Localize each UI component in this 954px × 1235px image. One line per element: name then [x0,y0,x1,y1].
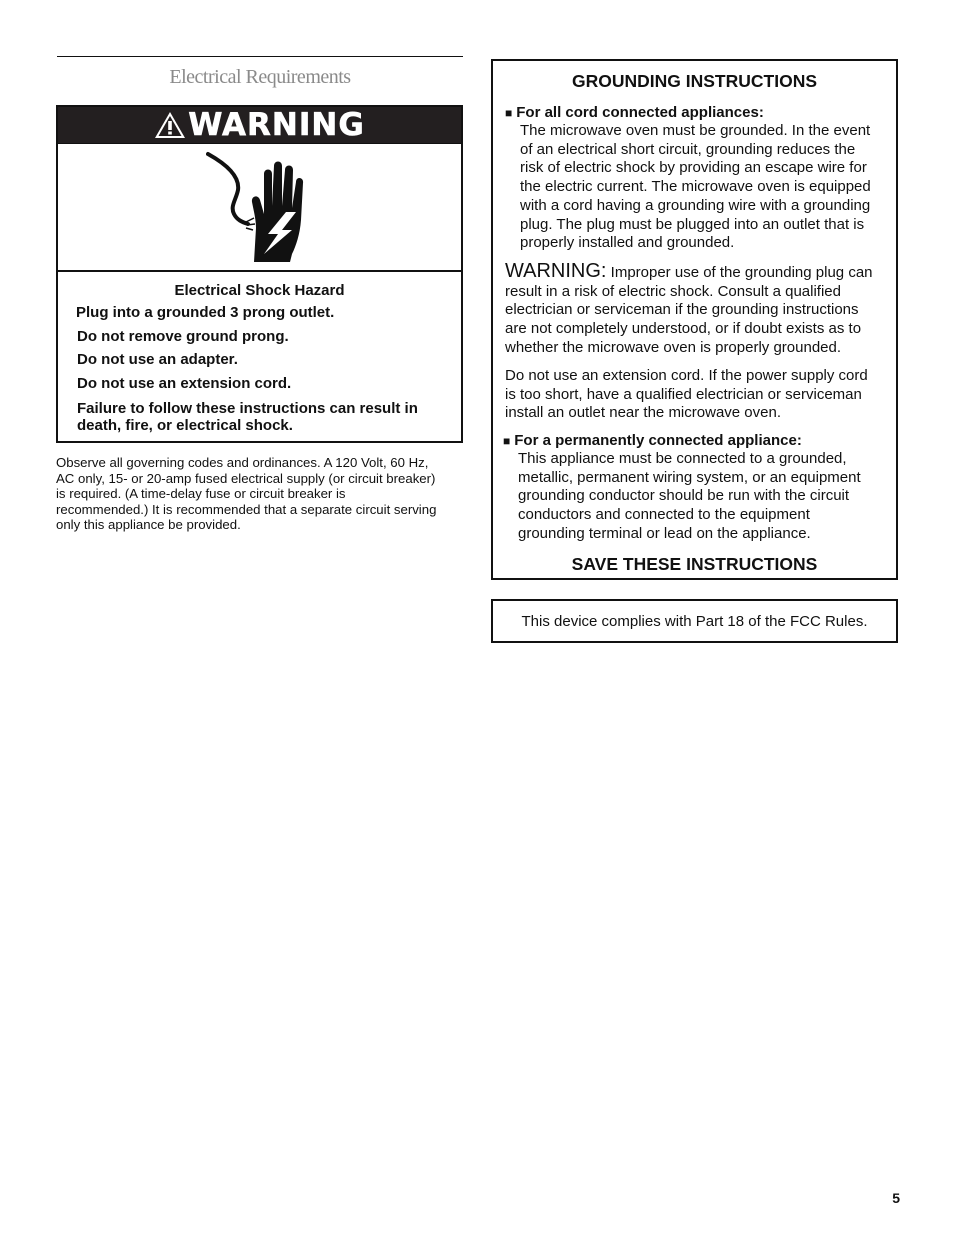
electrical-warning-box [56,105,463,443]
paragraph-line: The microwave oven must be grounded. In the event [520,122,871,139]
bullet-body-permanent [518,450,861,544]
paragraph-line: Do not use an extension cord. If the power supply cord [505,367,868,384]
section-title: Electrical Requirements [169,66,351,88]
paragraph-line: the electric current. The microwave oven is equipped [520,178,871,196]
paragraph-line: of an electrical short circuit, grounding reduces the [520,140,856,158]
fcc-text: This device complies with Part 18 of the FCC Rules. [521,612,868,630]
paragraph-line: grounding terminal or lead on the appliance. [518,524,811,542]
paragraph-line: electrician or serviceman if the grounding instructions [505,301,859,319]
bullet-heading-cord: ■ For all cord connected appliances: [505,104,764,121]
paragraph-line: WARNING: Improper use of the grounding plug can [505,260,873,282]
paragraph-line: metallic, permanent wiring system, or an equipment [518,468,861,486]
paragraph-line: only this appliance be provided. [56,517,241,532]
paragraph-line: with a cord having a grounding wire with a grounding [520,196,871,214]
bullet-body-cord [520,122,871,253]
paragraph-line: AC only, 15- or 20-amp fused electrical supply (or circuit breaker) [56,470,436,486]
paragraph-line: plug. The plug must be plugged into an outlet that is [520,215,865,233]
hazard-line: death, fire, or electrical shock. [77,417,293,434]
shock-icon-panel [58,143,461,272]
warning-label: WARNING [188,107,365,143]
bullet-square-icon: ■ [505,106,513,120]
paragraph-line: Observe all governing codes and ordinances. A 120 Volt, 60 Hz, [56,455,429,470]
paragraph-line: risk of electric shock by providing an escape wire for [520,159,867,177]
grounding-warning-paragraph [505,262,873,358]
bullet-square-icon: ■ [503,434,511,448]
hazard-line: Do not remove ground prong. [77,328,289,345]
paragraph-line: whether the microwave oven is properly grounded. [505,338,842,356]
hazard-line: Plug into a grounded 3 prong outlet. [76,304,335,321]
paragraph-line: are not completely understood, or if doubt exists as to [505,320,862,338]
governing-codes-paragraph [56,455,466,533]
paragraph-line: is too short, have a qualified electrician or serviceman [505,385,862,403]
warning-header [58,107,461,143]
paragraph-line: is required. (A time-delay fuse or circuit breaker is [56,486,346,501]
electrical-shock-hand-icon [206,150,316,266]
hazard-title: Electrical Shock Hazard [174,282,345,299]
hazard-line: Do not use an extension cord. [77,375,292,392]
fcc-compliance-box [491,599,898,643]
warning-word: WARNING: [505,260,607,282]
paragraph-line: recommended.) It is recommended that a separate circuit serving [56,501,437,517]
grounding-heading: GROUNDING INSTRUCTIONS [572,71,817,91]
paragraph-line: conductors and connected to the equipment [518,506,810,524]
save-instructions-heading: SAVE THESE INSTRUCTIONS [571,554,818,574]
warning-triangle-icon [154,111,186,139]
page-number: 5 [892,1190,900,1206]
paragraph-line: install an outlet near the microwave oven. [505,404,781,422]
paragraph-line: grounding conductor should be run with the circuit [518,487,850,505]
top-rule [57,56,463,57]
extension-cord-paragraph [505,367,868,423]
paragraph-line: This appliance must be connected to a grounded, [518,450,847,467]
paragraph-line: properly installed and grounded. [520,234,735,252]
hazard-line: Failure to follow these instructions can result in [77,400,418,417]
hazard-line: Do not use an adapter. [77,351,238,368]
grounding-instructions-box [491,59,898,580]
bullet-heading-permanent: ■ For a permanently connected appliance: [503,432,802,449]
paragraph-line: result in a risk of electric shock. Consult a qualified [505,282,841,300]
